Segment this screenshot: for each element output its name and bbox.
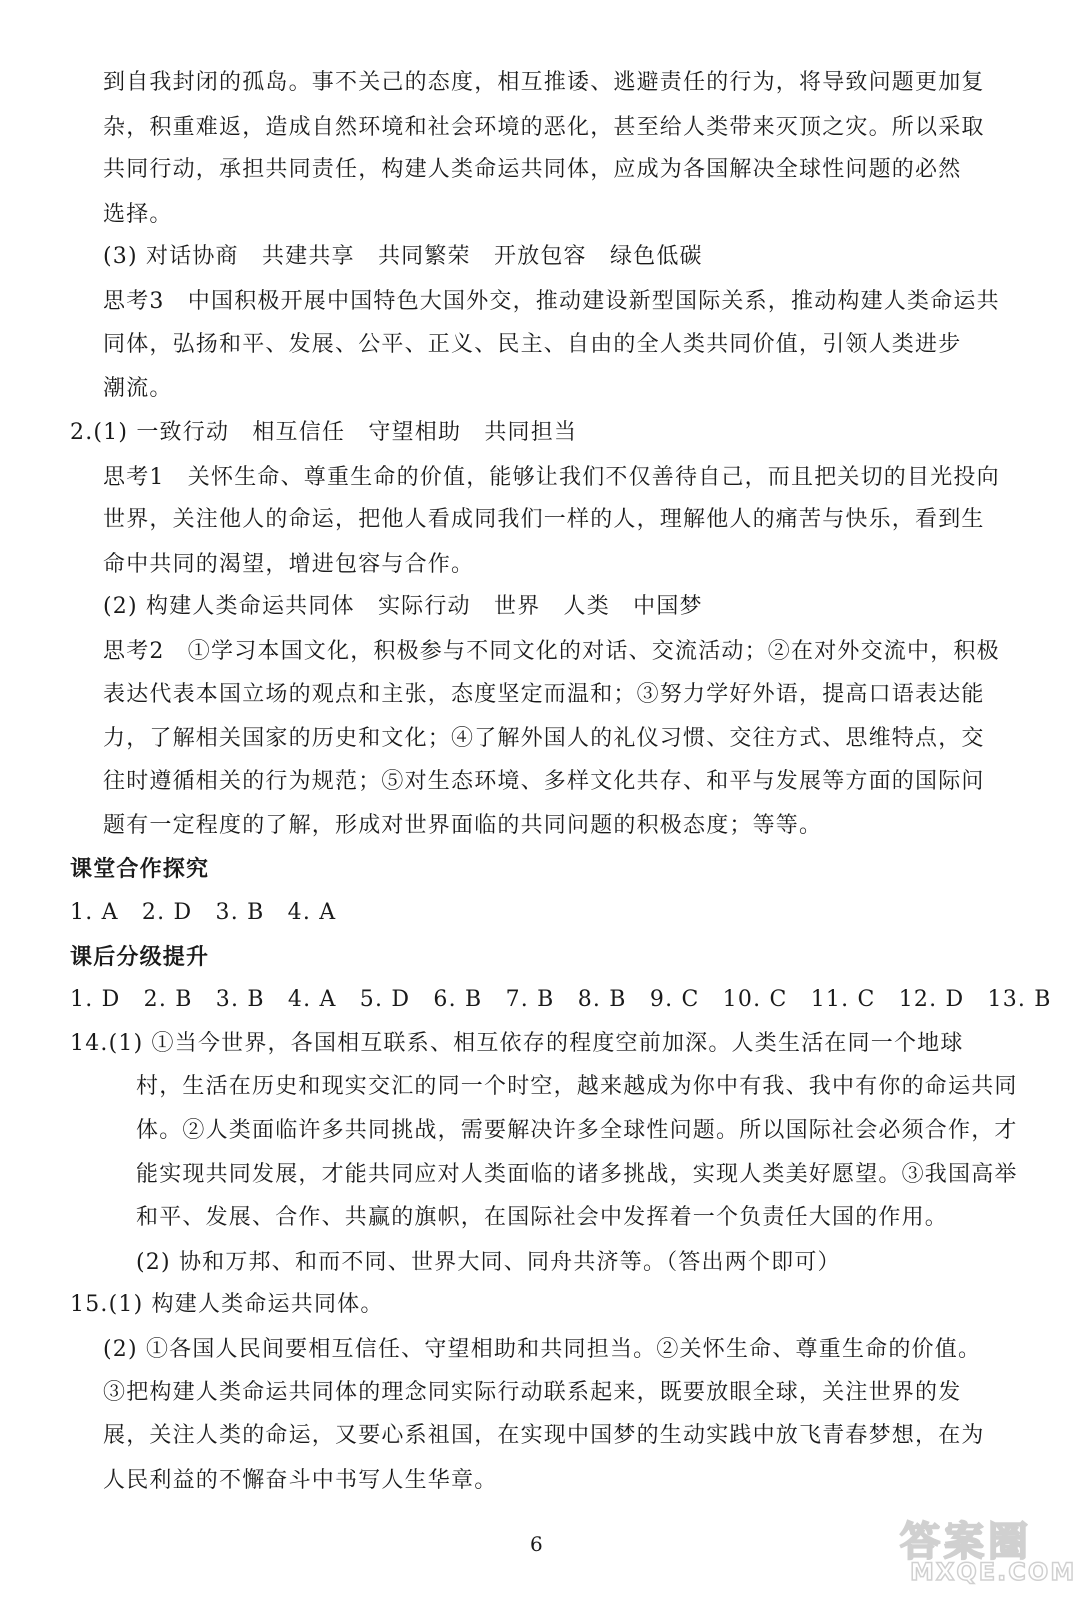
text-line: 往时遵循相关的行为规范；⑤对生态环境、多样文化共存、和平与发展等方面的国际问: [103, 769, 985, 794]
text-line: 题有一定程度的了解，形成对世界面临的共同问题的积极态度；等等。: [103, 813, 823, 838]
text-line: 14.(1) ①当今世界，各国相互联系、相互依存的程度空前加深。人类生活在同一个地球: [70, 1031, 964, 1056]
watermark-title: 答案圈: [900, 1519, 1032, 1565]
text-line: 表达代表本国立场的观点和主张，态度坚定而温和；③努力学好外语，提高口语表达能: [103, 682, 985, 707]
section-heading: 课后分级提升: [70, 945, 210, 970]
text-line: (2) 构建人类命运共同体 实际行动 世界 人类 中国梦: [103, 594, 703, 619]
text-line: (2) 协和万邦、和而不同、世界大同、同舟共济等。（答出两个即可）: [136, 1250, 841, 1275]
text-line: (3) 对话协商 共建共享 共同繁荣 开放包容 绿色低碳: [103, 244, 703, 269]
text-line: 杂，积重难返，造成自然环境和社会环境的恶化，甚至给人类带来灭顶之灾。所以采取: [103, 115, 985, 140]
text-line: 能实现共同发展，才能共同应对人类面临的诸多挑战，实现人类美好愿望。③我国高举: [136, 1162, 1018, 1187]
text-line: 展，关注人类的命运，又要心系祖国，在实现中国梦的生动实践中放飞青春梦想，在为: [103, 1423, 985, 1448]
text-line: 潮流。: [103, 376, 173, 401]
text-line: 思考3 中国积极开展中国特色大国外交，推动建设新型国际关系，推动构建人类命运共: [103, 289, 1000, 314]
text-line: (2) ①各国人民间要相互信任、守望相助和共同担当。②关怀生命、尊重生命的价值。: [103, 1337, 982, 1362]
text-line: 到自我封闭的孤岛。事不关己的态度，相互推诿、逃避责任的行为，将导致问题更加复: [103, 70, 985, 95]
text-line: 共同行动，承担共同责任，构建人类命运共同体，应成为各国解决全球性问题的必然: [103, 157, 962, 182]
text-line: ③把构建人类命运共同体的理念同实际行动联系起来，既要放眼全球，关注世界的发: [103, 1380, 962, 1405]
watermark-logo: [900, 1510, 1077, 1590]
text-line: 思考2 ①学习本国文化，积极参与不同文化的对话、交流活动；②在对外交流中，积极: [103, 639, 1000, 664]
text-line: 15.(1) 构建人类命运共同体。: [70, 1292, 384, 1317]
text-line: 命中共同的渴望，增进包容与合作。: [103, 552, 475, 577]
text-line: 同体，弘扬和平、发展、公平、正义、民主、自由的全人类共同价值，引领人类进步: [103, 332, 962, 357]
watermark-url: MXQE.COM: [910, 1558, 1077, 1586]
text-line: 村，生活在历史和现实交汇的同一个时空，越来越成为你中有我、我中有你的命运共同: [136, 1074, 1018, 1099]
text-line: 世界，关注他人的命运，把他人看成同我们一样的人，理解他人的痛苦与快乐，看到生: [103, 507, 985, 532]
text-line: 和平、发展、合作、共赢的旗帜，在国际社会中发挥着一个负责任大国的作用。: [136, 1205, 949, 1230]
text-line: 人民利益的不懈奋斗中书写人生华章。: [103, 1468, 498, 1493]
text-line: 思考1 关怀生命、尊重生命的价值，能够让我们不仅善待自己，而且把关切的目光投向: [103, 465, 1000, 490]
text-line: 2.(1) 一致行动 相互信任 守望相助 共同担当: [70, 420, 578, 445]
page-number: 6: [530, 1532, 543, 1556]
text-line: 1. A 2. D 3. B 4. A: [70, 900, 337, 925]
text-line: 1. D 2. B 3. B 4. A 5. D 6. B 7. B 8. B 9. C 10. C 11. C 12. D 13. B: [70, 987, 1052, 1012]
text-line: 力，了解相关国家的历史和文化；④了解外国人的礼仪习惯、交往方式、思维特点，交: [103, 726, 985, 751]
text-line: 选择。: [103, 202, 173, 227]
section-heading: 课堂合作探究: [70, 857, 210, 882]
text-line: 体。②人类面临许多共同挑战，需要解决许多全球性问题。所以国际社会必须合作，才: [136, 1118, 1018, 1143]
